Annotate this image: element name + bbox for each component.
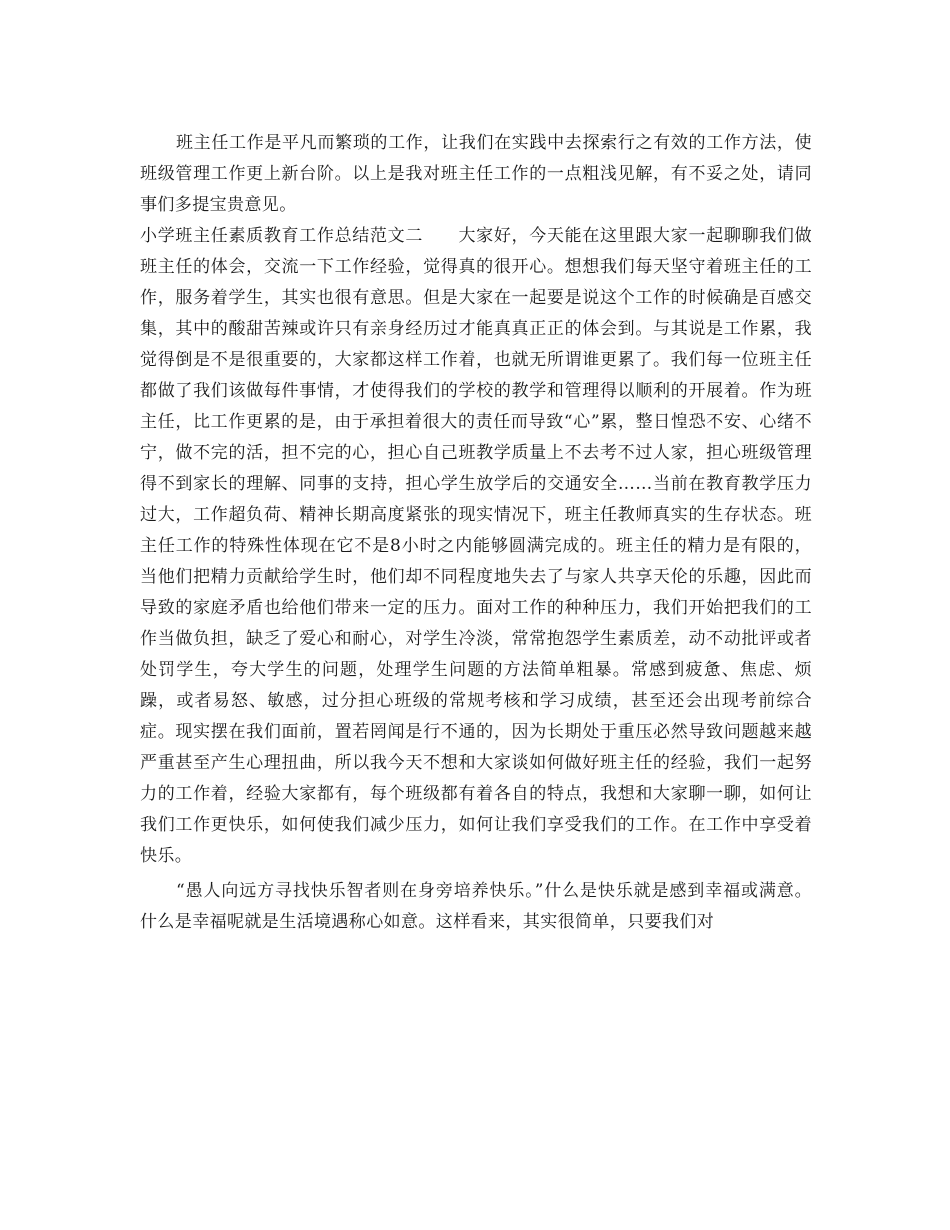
paragraph-summary-two: 小学班主任素质教育工作总结范文二 大家好，今天能在这里跟大家一起聊聊我们做班主任的体会，交流一下工作经验，觉得真的很开心。想想我们每天坚守着班主任的工作，服务着学生，其实也很有意思。但是大家在一起要是说这个工作的时候确是百感交集，其中的酸甜苦辣或许只有亲身经历过才能真真正正的体会到。与其说是工作累，我觉得倒是不是很重要的，大家都这样工作着，也就无所谓谁更累了。我们每一位班主任都做了我们该做每件事情，才使得我们的学校的教学和管理得以顺利的开展着。作为班主任，比工作更累的是，由于承担着很大的责任而导致“心”累，整日惶恐不安、心绪不宁，做不完的活，担不完的心，担心自己班教学质量上不去考不过人家，担心班级管理得不到家长的理解、同事的支持，担心学生放学后的交通安全……当前在教育教学压力过大，工作超负荷、精神长期高度紧张的现实情况下，班主任教师真实的生存状态。班主任工作的特殊性体现在它不是8小时之内能够圆满完成的。班主任的精力是有限的，当他们把精力贡献给学生时，他们却不同程度地失去了与家人共享天伦的乐趣，因此而导致的家庭矛盾也给他们带来一定的压力。面对工作的种种压力，我们开始把我们的工作当做负担，缺乏了爱心和耐心，对学生冷淡，常常抱怨学生素质差，动不动批评或者处罚学生，夸大学生的问题，处理学生问题的方法简单粗暴。常感到疲惫、焦虑、烦躁，或者易怒、敏感，过分担心班级的常规考核和学习成绩，甚至还会出现考前综合症。现实摆在我们面前，置若罔闻是行不通的，因为长期处于重压必然导致问题越来越严重甚至产生心理扭曲，所以我今天不想和大家谈如何做好班主任的经验，我们一起努力的工作着，经验大家都有，每个班级都有着各自的特点，我想和大家聊一聊，如何让我们工作更快乐，如何使我们减少压力，如何让我们享受我们的工作。在工作中享受着快乐。 <box>140 226 812 866</box>
paragraph-happiness: “愚人向远方寻找快乐智者则在身旁培养快乐。”什么是快乐就是感到幸福或满意。什么是幸福呢就是生活境遇称心如意。这样看来，其实很简单，只要我们对 <box>140 881 812 932</box>
paragraph-closing: 班主任工作是平凡而繁琐的工作，让我们在实践中去探索行之有效的工作方法，使班级管理工作更上新台阶。以上是我对班主任工作的一点粗浅见解，有不妥之处，请同事们多提宝贵意见。 <box>140 133 812 215</box>
document-body <box>140 128 812 938</box>
